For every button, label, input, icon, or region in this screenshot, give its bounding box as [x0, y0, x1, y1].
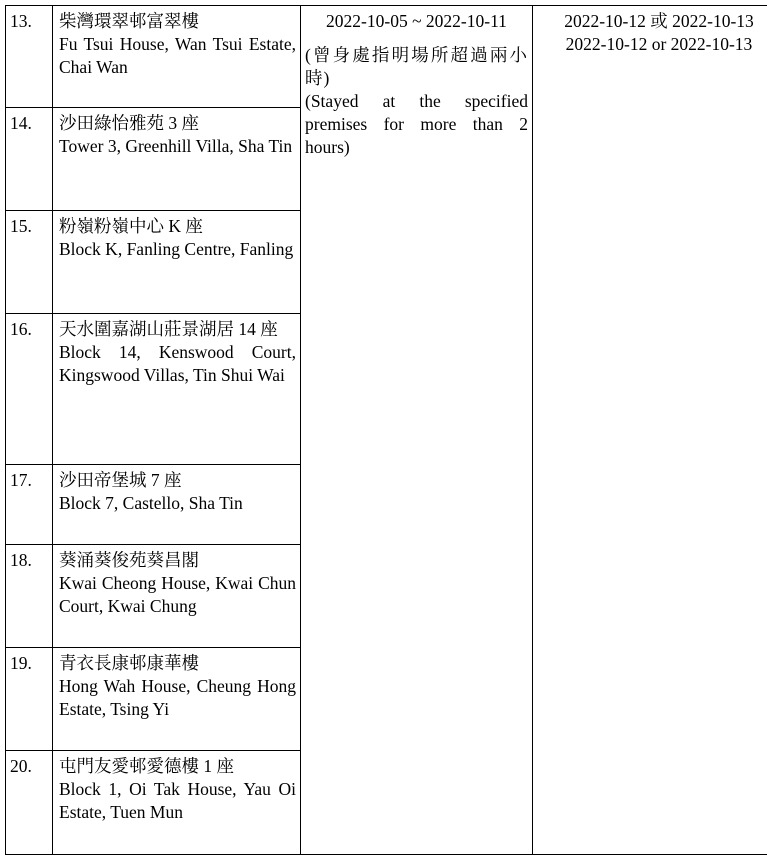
- premises-cell: [53, 648, 301, 751]
- premises-cell: [53, 545, 301, 648]
- row-number: 13.: [6, 6, 53, 108]
- stay-period-note-zh: (曾身處指明場所超過兩小時): [305, 45, 528, 88]
- premises-cell: [53, 6, 301, 108]
- premises-name-zh: 屯門友愛邨愛德樓 1 座: [59, 756, 234, 776]
- row-number: 14.: [6, 108, 53, 211]
- premises-name-zh: 沙田帝堡城 7 座: [59, 470, 182, 490]
- premises-cell: [53, 465, 301, 545]
- premises-cell: [53, 211, 301, 314]
- premises-name-zh: 粉嶺粉嶺中心 K 座: [59, 216, 203, 236]
- premises-name-zh: 柴灣環翠邨富翠樓: [59, 11, 199, 31]
- premises-name-zh: 青衣長康邨康華樓: [59, 653, 199, 673]
- row-number: 17.: [6, 465, 53, 545]
- row-number: 19.: [6, 648, 53, 751]
- stay-period-cell: [301, 6, 533, 855]
- table-row: [6, 6, 767, 108]
- row-number: 18.: [6, 545, 53, 648]
- premises-name-en: Block K, Fanling Centre, Fanling: [59, 239, 294, 259]
- premises-name-en: Block 14, Kenswood Court, Kingswood Villas, Tin Shui Wai: [59, 342, 296, 385]
- premises-name-en: Kwai Cheong House, Kwai Chun Court, Kwai Chung: [59, 573, 296, 616]
- premises-name-zh: 葵涌葵俊苑葵昌閣: [59, 550, 199, 570]
- premises-name-en: Block 7, Castello, Sha Tin: [59, 493, 243, 513]
- premises-name-en: Hong Wah House, Cheung Hong Estate, Tsing Yi: [59, 676, 296, 719]
- test-dates-cell: [533, 6, 767, 855]
- premises-name-en: Tower 3, Greenhill Villa, Sha Tin: [59, 136, 293, 156]
- premises-cell: [53, 108, 301, 211]
- test-dates-zh: 2022-10-12 或 2022-10-13: [564, 11, 754, 31]
- specified-premises-table: [5, 5, 767, 855]
- premises-name-en: Block 1, Oi Tak House, Yau Oi Estate, Tuen Mun: [59, 779, 296, 822]
- stay-period-note-en: (Stayed at the specified premises for more than 2 hours): [305, 91, 528, 157]
- premises-name-zh: 沙田綠怡雅苑 3 座: [59, 113, 199, 133]
- row-number: 15.: [6, 211, 53, 314]
- row-number: 20.: [6, 751, 53, 855]
- test-dates-en: 2022-10-12 or 2022-10-13: [565, 34, 753, 54]
- row-number: 16.: [6, 314, 53, 465]
- premises-cell: [53, 314, 301, 465]
- stay-period-dates: 2022-10-05 ~ 2022-10-11: [326, 11, 507, 31]
- premises-name-en: Fu Tsui House, Wan Tsui Estate, Chai Wan: [59, 34, 296, 77]
- premises-name-zh: 天水圍嘉湖山莊景湖居 14 座: [59, 319, 278, 339]
- premises-cell: [53, 751, 301, 855]
